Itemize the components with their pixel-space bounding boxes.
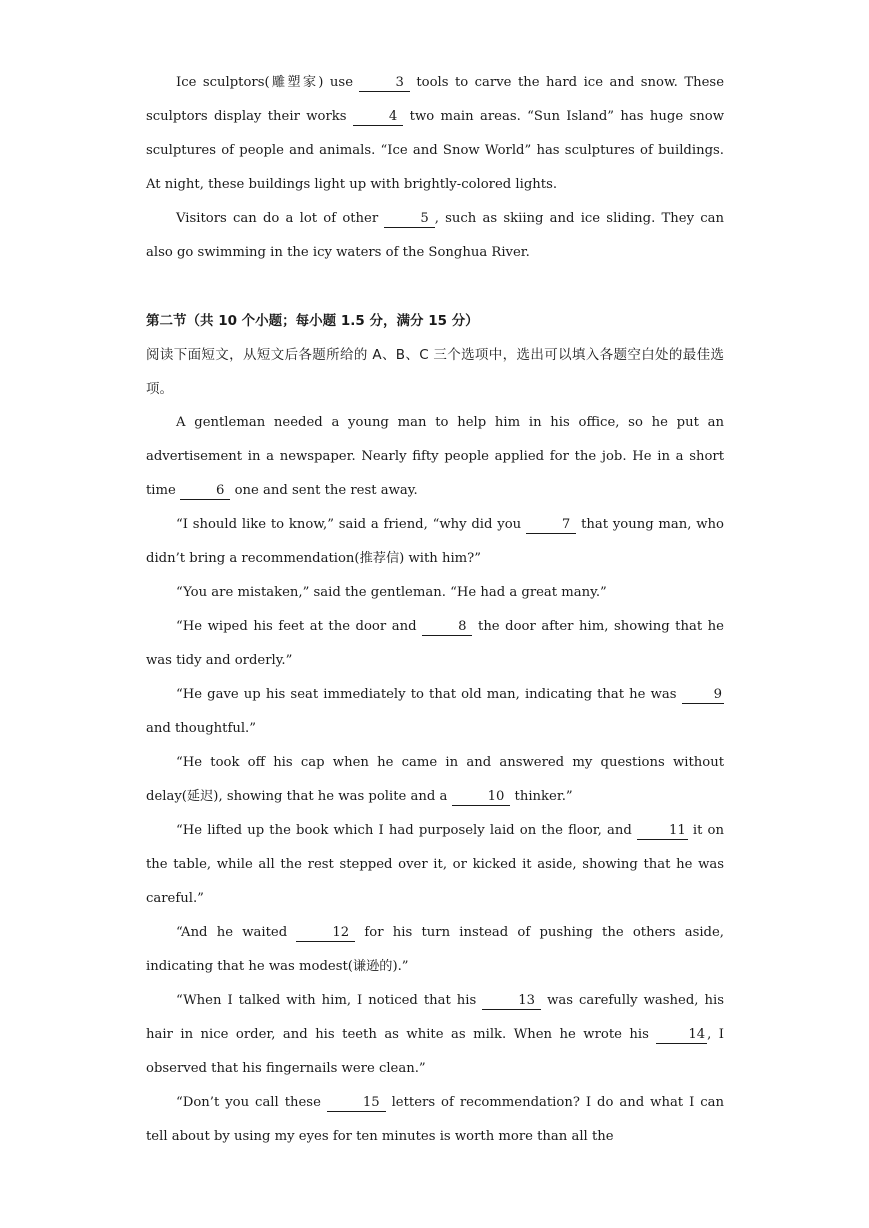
text-span: , such as skiing and ice sliding. They can also go swimming in the icy waters of the Songhua River. bbox=[146, 211, 724, 260]
blank-9: 9 bbox=[682, 687, 724, 704]
text-span: one and sent the rest away. bbox=[230, 483, 418, 498]
blank-4: 4 bbox=[353, 109, 403, 126]
passage2-paragraph-5 bbox=[146, 678, 724, 746]
passage2-paragraph-2 bbox=[146, 508, 724, 576]
text-span: the door after him, showing that he was tidy and orderly.” bbox=[146, 619, 724, 668]
blank-3: 3 bbox=[359, 75, 409, 92]
text-span: thinker.” bbox=[510, 789, 573, 804]
text-span: “Don’t you call these bbox=[176, 1095, 327, 1110]
text-span: “And he waited bbox=[176, 925, 297, 940]
text-span: Visitors can do a lot of other bbox=[176, 211, 385, 226]
blank-12: 12 bbox=[296, 925, 355, 942]
passage2-paragraph-10 bbox=[146, 1086, 724, 1154]
section-title: 第二节（共 10 个小题；每小题 1.5 分，满分 15 分） bbox=[146, 313, 479, 329]
passage2-paragraph-9 bbox=[146, 984, 724, 1086]
blank-15: 15 bbox=[327, 1095, 386, 1112]
text-span: it on the table, while all the rest stepped over it, or kicked it aside, showing that he was careful.” bbox=[146, 823, 724, 906]
passage2-paragraph-3: “You are mistaken,” said the gentleman. “He had a great many.” bbox=[176, 585, 607, 600]
blank-13: 13 bbox=[482, 993, 541, 1010]
blank-6: 6 bbox=[180, 483, 230, 500]
text-span: “He took off his cap when he came in and answered my questions without delay(延迟), showing that he was polite and a bbox=[146, 755, 724, 804]
blank-14: 14 bbox=[656, 1027, 707, 1044]
text-span: for his turn instead of pushing the others aside, indicating that he was modest(谦逊的).” bbox=[146, 925, 724, 974]
passage1-paragraph-1 bbox=[146, 66, 724, 202]
text-span: was carefully washed, his hair in nice order, and his teeth as white as milk. When he wrote his bbox=[146, 993, 724, 1042]
passage2-paragraph-6 bbox=[146, 746, 724, 814]
passage2-paragraph-7 bbox=[146, 814, 724, 916]
text-span: two main areas. “Sun Island” has huge snow sculptures of people and animals. “Ice and Snow World” has sculptures of buildings. At night, these buildings light up with brightly-colored lights. bbox=[146, 109, 724, 192]
text-span: tools to carve the hard ice and snow. These sculptors display their works bbox=[146, 75, 724, 124]
passage1-paragraph-2 bbox=[146, 202, 724, 270]
text-span: “He gave up his seat immediately to that old man, indicating that he was bbox=[176, 687, 682, 702]
section-instructions: 阅读下面短文，从短文后各题所给的 A、B、C 三个选项中，选出可以填入各题空白处的最佳选项。 bbox=[146, 347, 724, 397]
document-page bbox=[146, 66, 724, 1154]
blank-10: 10 bbox=[452, 789, 511, 806]
text-span: Ice sculptors(雕塑家) use bbox=[176, 75, 360, 90]
text-span: letters of recommendation? I do and what I can tell about by using my eyes for ten minutes is worth more than all the bbox=[146, 1095, 724, 1144]
blank-8: 8 bbox=[422, 619, 472, 636]
text-span: , I observed that his fingernails were clean.” bbox=[146, 1027, 724, 1076]
blank-7: 7 bbox=[526, 517, 576, 534]
text-span: “I should like to know,” said a friend, “why did you bbox=[176, 517, 526, 532]
passage2-paragraph-1 bbox=[146, 406, 724, 508]
blank-11: 11 bbox=[637, 823, 688, 840]
text-span: “He wiped his feet at the door and bbox=[176, 619, 423, 634]
passage2-paragraph-4 bbox=[146, 610, 724, 678]
text-span: that young man, who didn’t bring a recommendation(推荐信) with him?” bbox=[146, 517, 724, 566]
text-span: and thoughtful.” bbox=[146, 721, 256, 736]
blank-5: 5 bbox=[384, 211, 434, 228]
text-span: “He lifted up the book which I had purposely laid on the floor, and bbox=[176, 823, 637, 838]
passage2-paragraph-8 bbox=[146, 916, 724, 984]
section-spacer bbox=[146, 270, 724, 304]
text-span: “When I talked with him, I noticed that his bbox=[176, 993, 483, 1008]
text-span: A gentleman needed a young man to help him in his office, so he put an advertisement in a newspaper. Nearly fifty people applied for the job. He in a short time bbox=[146, 415, 724, 498]
